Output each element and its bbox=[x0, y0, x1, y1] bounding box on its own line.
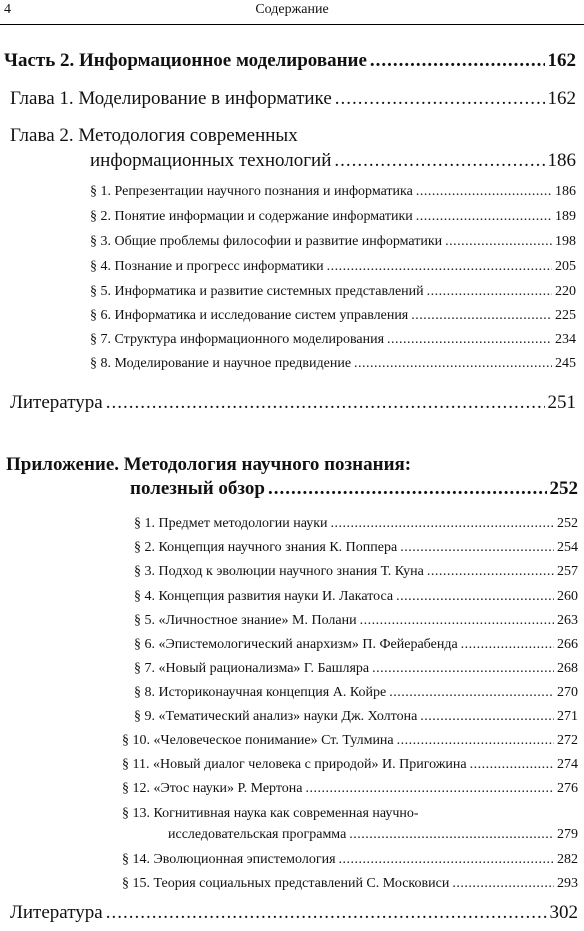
running-header bbox=[0, 0, 584, 20]
toc-entry-page: 302 bbox=[549, 902, 578, 923]
toc-entry-appendix-title: Приложение. Методология научного познания: bbox=[6, 454, 412, 475]
toc-entry-section-13-title: § 13. Когнитивная наука как современная научно- bbox=[122, 806, 419, 821]
toc-entry-section[interactable] bbox=[122, 876, 578, 892]
toc-entry-section[interactable] bbox=[90, 184, 576, 200]
toc-entry-page: 270 bbox=[557, 685, 578, 700]
toc-entry-label: исследовательская программа bbox=[168, 827, 347, 842]
leader-dots bbox=[354, 356, 552, 372]
leader-dots bbox=[389, 685, 554, 701]
toc-entry-page: 257 bbox=[557, 564, 578, 579]
toc-entry-section[interactable] bbox=[134, 613, 578, 629]
toc-entry-page: 263 bbox=[557, 613, 578, 628]
leader-dots bbox=[397, 733, 554, 749]
leader-dots bbox=[427, 284, 552, 300]
toc-entry-page: 276 bbox=[557, 781, 578, 796]
toc-entry-section[interactable] bbox=[134, 661, 578, 677]
leader-dots bbox=[400, 540, 554, 556]
leader-dots bbox=[106, 902, 547, 924]
toc-entry-page: 279 bbox=[557, 827, 578, 842]
toc-entry-appendix[interactable] bbox=[130, 478, 578, 500]
leader-dots bbox=[349, 827, 554, 843]
toc-entry-page: 225 bbox=[555, 308, 576, 323]
leader-dots bbox=[416, 184, 552, 200]
header-rule bbox=[0, 24, 584, 25]
leader-dots bbox=[461, 637, 554, 653]
toc-entry-label: § 2. Понятие информации и содержание информатики bbox=[90, 209, 413, 224]
leader-dots bbox=[327, 259, 552, 275]
leader-dots bbox=[331, 516, 555, 532]
toc-entry-label: § 10. «Человеческое понимание» Ст. Тулмина bbox=[122, 733, 394, 748]
toc-entry-section[interactable] bbox=[134, 540, 578, 556]
toc-entry-label: § 6. Информатика и исследование систем управления bbox=[90, 308, 409, 323]
toc-entry-section[interactable] bbox=[90, 356, 576, 372]
toc-entry-page: 252 bbox=[549, 478, 578, 499]
toc-entry-label: § 4. Концепция развития науки И. Лакатоса bbox=[134, 589, 394, 604]
toc-entry-section[interactable] bbox=[90, 284, 576, 300]
toc-entry-label: § 3. Общие проблемы философии и развитие информатики bbox=[90, 234, 443, 249]
leader-dots bbox=[306, 781, 555, 797]
toc-entry-page: 274 bbox=[557, 757, 578, 772]
toc-entry-section[interactable] bbox=[134, 516, 578, 532]
toc-entry-label: информационных технологий bbox=[90, 150, 332, 171]
toc-entry-label: § 3. Подход к эволюции научного знания Т. Куна bbox=[134, 564, 424, 579]
toc-entry-label: § 4. Познание и прогресс информатики bbox=[90, 259, 324, 274]
leader-dots bbox=[106, 392, 545, 414]
leader-dots bbox=[470, 757, 554, 773]
toc-entry-section[interactable] bbox=[134, 589, 578, 605]
leader-dots bbox=[339, 852, 554, 868]
page-number: 4 bbox=[4, 2, 11, 17]
toc-entry-label: § 15. Теория социальных представлений С. Московиси bbox=[122, 876, 450, 891]
toc-entry-page: 198 bbox=[555, 234, 576, 249]
toc-entry-label: Литература bbox=[10, 392, 103, 413]
toc-entry-page: 251 bbox=[547, 392, 576, 413]
toc-entry-page: 252 bbox=[557, 516, 578, 531]
leader-dots bbox=[268, 478, 547, 500]
toc-entry-literature[interactable] bbox=[10, 902, 578, 924]
toc-entry-label: § 12. «Этос науки» Р. Мертона bbox=[122, 781, 303, 796]
toc-entry-chapter-2[interactable] bbox=[90, 150, 576, 172]
toc-entry-section[interactable] bbox=[134, 564, 578, 580]
toc-entry-page: 245 bbox=[555, 356, 576, 371]
toc-entry-page: 234 bbox=[555, 332, 576, 347]
toc-entry-page: 220 bbox=[555, 284, 576, 299]
toc-entry-label: § 2. Концепция научного знания К. Поппера bbox=[134, 540, 398, 555]
toc-entry-page: 268 bbox=[557, 661, 578, 676]
leader-dots bbox=[427, 564, 554, 580]
leader-dots bbox=[416, 209, 552, 225]
toc-entry-label: § 9. «Тематический анализ» науки Дж. Холтона bbox=[134, 709, 418, 724]
toc-entry-label: § 8. Моделирование и научное предвидение bbox=[90, 356, 352, 371]
leader-dots bbox=[387, 332, 552, 348]
toc-entry-chapter-1[interactable] bbox=[10, 88, 576, 110]
leader-dots bbox=[334, 150, 544, 172]
leader-dots bbox=[396, 589, 554, 605]
toc-entry-section[interactable] bbox=[90, 234, 576, 250]
toc-entry-page: 205 bbox=[555, 259, 576, 274]
toc-entry-label: Часть 2. Информационное моделирование bbox=[4, 50, 367, 71]
toc-entry-section[interactable] bbox=[90, 209, 576, 225]
toc-entry-label: полезный обзор bbox=[130, 478, 265, 499]
leader-dots bbox=[370, 50, 545, 72]
toc-entry-section[interactable] bbox=[134, 685, 578, 701]
leader-dots bbox=[372, 661, 554, 677]
toc-entry-page: 266 bbox=[557, 637, 578, 652]
toc-entry-label: § 7. «Новый рационализма» Г. Башляра bbox=[134, 661, 370, 676]
toc-entry-label: Глава 1. Моделирование в информатике bbox=[10, 88, 332, 109]
toc-entry-label: § 14. Эволюционная эпистемология bbox=[122, 852, 336, 867]
running-title: Содержание bbox=[255, 2, 329, 17]
toc-entry-chapter-2-title: Глава 2. Методология современных bbox=[10, 125, 298, 146]
toc-entry-label: Литература bbox=[10, 902, 103, 923]
leader-dots bbox=[452, 876, 554, 892]
toc-entry-section[interactable] bbox=[90, 259, 576, 275]
toc-entry-page: 162 bbox=[547, 88, 576, 109]
toc-entry-label: § 8. Историконаучная концепция А. Койре bbox=[134, 685, 387, 700]
toc-entry-label: § 11. «Новый диалог человека с природой» И. Пригожина bbox=[122, 757, 467, 772]
toc-entry-page: 260 bbox=[557, 589, 578, 604]
toc-entry-page: 282 bbox=[557, 852, 578, 867]
toc-entry-section[interactable] bbox=[122, 781, 578, 797]
leader-dots bbox=[335, 88, 545, 110]
toc-entry-page: 254 bbox=[557, 540, 578, 555]
leader-dots bbox=[360, 613, 554, 629]
toc-entry-section[interactable] bbox=[122, 852, 578, 868]
toc-entry-page: 162 bbox=[547, 50, 576, 71]
toc-entry-page: 271 bbox=[557, 709, 578, 724]
toc-entry-section[interactable] bbox=[134, 637, 578, 653]
toc-entry-section[interactable] bbox=[90, 308, 576, 324]
toc-entry-page: 293 bbox=[557, 876, 578, 891]
toc-entry-page: 186 bbox=[547, 150, 576, 171]
toc-entry-section[interactable] bbox=[168, 827, 578, 843]
toc-entry-label: § 5. «Личностное знание» М. Полани bbox=[134, 613, 357, 628]
leader-dots bbox=[445, 234, 552, 250]
toc-entry-page: 189 bbox=[555, 209, 576, 224]
toc-entry-label: § 1. Предмет методологии науки bbox=[134, 516, 328, 531]
toc-entry-literature[interactable] bbox=[10, 392, 576, 414]
toc-entry-section[interactable] bbox=[90, 332, 576, 348]
toc-entry-label: § 7. Структура информационного моделирования bbox=[90, 332, 385, 347]
leader-dots bbox=[411, 308, 552, 324]
leader-dots bbox=[420, 709, 554, 725]
toc-entry-section[interactable] bbox=[122, 757, 578, 773]
toc-entry-label: § 6. «Эпистемологический анархизм» П. Фейерабенда bbox=[134, 637, 458, 652]
toc-entry-section[interactable] bbox=[122, 733, 578, 749]
toc-entry-part2[interactable] bbox=[4, 50, 576, 72]
toc-entry-label: § 5. Информатика и развитие системных представлений bbox=[90, 284, 424, 299]
toc-entry-label: § 1. Репрезентации научного познания и информатика bbox=[90, 184, 413, 199]
toc-entry-section[interactable] bbox=[134, 709, 578, 725]
toc-entry-page: 272 bbox=[557, 733, 578, 748]
toc-entry-page: 186 bbox=[555, 184, 576, 199]
